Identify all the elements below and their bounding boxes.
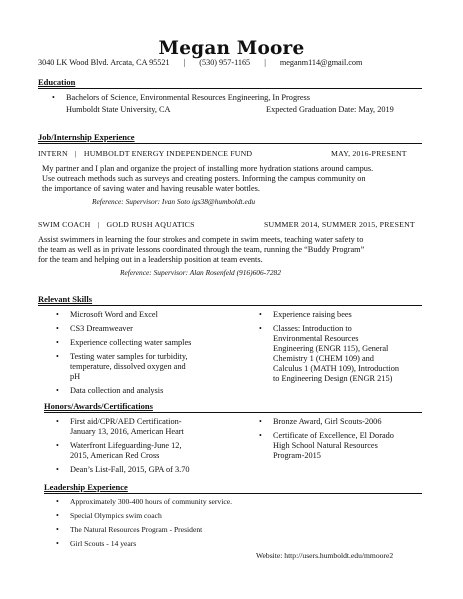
website-link[interactable]: Website: http://users.humboldt.edu/mmoore2 [256, 551, 394, 560]
skill-item: CS3 Dreamweaver [70, 324, 133, 333]
resume-name: Megan Moore [158, 38, 305, 59]
job1-reference: Reference: Supervisor: Ivan Soto igs38@humboldt.edu [92, 197, 256, 206]
bullet-icon: • [259, 417, 262, 426]
job1-title-line [38, 149, 252, 158]
bullet-icon: • [56, 386, 59, 395]
bullet-icon: • [259, 310, 262, 319]
honor-item: Waterfront Lifeguarding-June 12, [70, 441, 182, 450]
separator: | [264, 58, 266, 67]
job2-role: SWIM COACH [38, 220, 91, 229]
job2-org: GOLD RUSH AQUATICS [106, 220, 195, 229]
job1-role: INTERN [38, 149, 68, 158]
job1-desc-line2: Use outreach methods such as surveys and creating posters. Informing the campus community on [42, 174, 366, 183]
job1-dates: MAY, 2016-PRESENT [331, 149, 407, 158]
bullet-icon: • [56, 417, 59, 426]
skill-item: Testing water samples for turbidity, [70, 352, 188, 361]
bullet-icon: • [56, 465, 59, 474]
honor-item-cont: January 13, 2016, American Heart [70, 427, 184, 436]
honor-item-cont: 2015, American Red Cross [70, 451, 160, 460]
bullet-icon: • [56, 511, 59, 520]
education-heading: Education [38, 77, 76, 87]
leadership-item: Special Olympics swim coach [70, 511, 162, 520]
jobs-heading: Job/Internship Experience [38, 132, 135, 142]
honor-item: First aid/CPR/AED Certification- [70, 417, 182, 426]
email-link[interactable]: meganm114@gmail.com [279, 58, 363, 67]
skill-item: Microsoft Word and Excel [70, 310, 158, 319]
bullet-icon: • [56, 324, 59, 333]
skill-item-cont: Calculus 1 (MATH 109), Introduction [273, 364, 400, 373]
job2-title-line [38, 220, 195, 229]
bullet-icon: • [52, 93, 55, 102]
job2-desc-line2: the team as well as in private lessons coordinated through the team, running the “Buddy Program” [38, 245, 365, 254]
honor-item-cont: High School Natural Resources [273, 441, 378, 450]
skill-item-cont: temperature, dissolved oxygen and [70, 362, 186, 371]
skill-item: Data collection and analysis [70, 386, 164, 395]
bullet-icon: • [56, 310, 59, 319]
leadership-heading: Leadership Experience [44, 482, 128, 492]
bullet-icon: • [56, 497, 59, 506]
degree: Bachelors of Science, Environmental Resources Engineering, In Progress [66, 93, 310, 102]
honor-item-cont: Program-2015 [273, 451, 321, 460]
leadership-item: Approximately 300-400 hours of community service. [70, 497, 232, 506]
job1-desc-line1: My partner and I plan and organize the project of installing more hydration stations around campus. [42, 164, 374, 173]
phone: (530) 957-1165 [199, 58, 251, 67]
leadership-item: The Natural Resources Program - President [70, 525, 203, 534]
skills-heading: Relevant Skills [38, 294, 93, 304]
bullet-icon: • [56, 352, 59, 361]
skill-item-cont: Environmental Resources [273, 334, 359, 343]
graduation-date: Expected Graduation Date: May, 2019 [266, 105, 394, 114]
job2-reference: Reference: Supervisor: Alan Rosenfeld (916)606-7282 [120, 268, 281, 277]
honor-item: Dean’s List-Fall, 2015, GPA of 3.70 [70, 465, 190, 474]
skill-item-cont: pH [70, 372, 81, 381]
honor-item: Bronze Award, Girl Scouts-2006 [273, 417, 382, 426]
job2-dates: SUMMER 2014, SUMMER 2015, PRESENT [264, 220, 415, 229]
bullet-icon: • [56, 539, 59, 548]
section-divider [38, 88, 422, 89]
section-divider [38, 143, 422, 144]
bullet-icon: • [56, 338, 59, 347]
skill-item-cont: Engineering (ENGR 115), General [273, 344, 389, 353]
contact-line [38, 58, 362, 67]
honors-heading: Honors/Awards/Certifications [44, 401, 153, 411]
honor-item: Certificate of Excellence, El Dorado [273, 431, 394, 440]
separator: | [183, 58, 186, 67]
bullet-icon: • [56, 525, 59, 534]
leadership-item: Girl Scouts - 14 years [70, 539, 137, 548]
section-divider [44, 412, 422, 413]
bullet-icon: • [259, 431, 262, 440]
skill-item: Experience collecting water samples [70, 338, 192, 347]
address: 3040 LK Wood Blvd. Arcata, CA 95521 [38, 58, 170, 67]
skill-item: Experience raising bees [273, 310, 352, 319]
separator: | [74, 149, 77, 158]
job2-desc-line3: for the team and helping out in a leadership position at team events. [38, 255, 263, 264]
job2-desc-line1: Assist swimmers in learning the four strokes and compete in swim meets, teaching water safety to [38, 235, 364, 244]
bullet-icon: • [259, 324, 262, 333]
skill-item-cont: Chemistry 1 (CHEM 109) and [273, 354, 374, 363]
skill-item: Classes: Introduction to [273, 324, 352, 333]
job1-desc-line3: the importance of saving water and having reusable water bottles. [42, 184, 260, 193]
section-divider [44, 493, 422, 494]
school: Humboldt State University, CA [66, 105, 171, 114]
separator: | [97, 220, 100, 229]
skill-item-cont: to Engineering Design (ENGR 215) [273, 374, 393, 383]
job1-org: HUMBOLDT ENERGY INDEPENDENCE FUND [83, 149, 253, 158]
section-divider [38, 305, 422, 306]
bullet-icon: • [56, 441, 59, 450]
